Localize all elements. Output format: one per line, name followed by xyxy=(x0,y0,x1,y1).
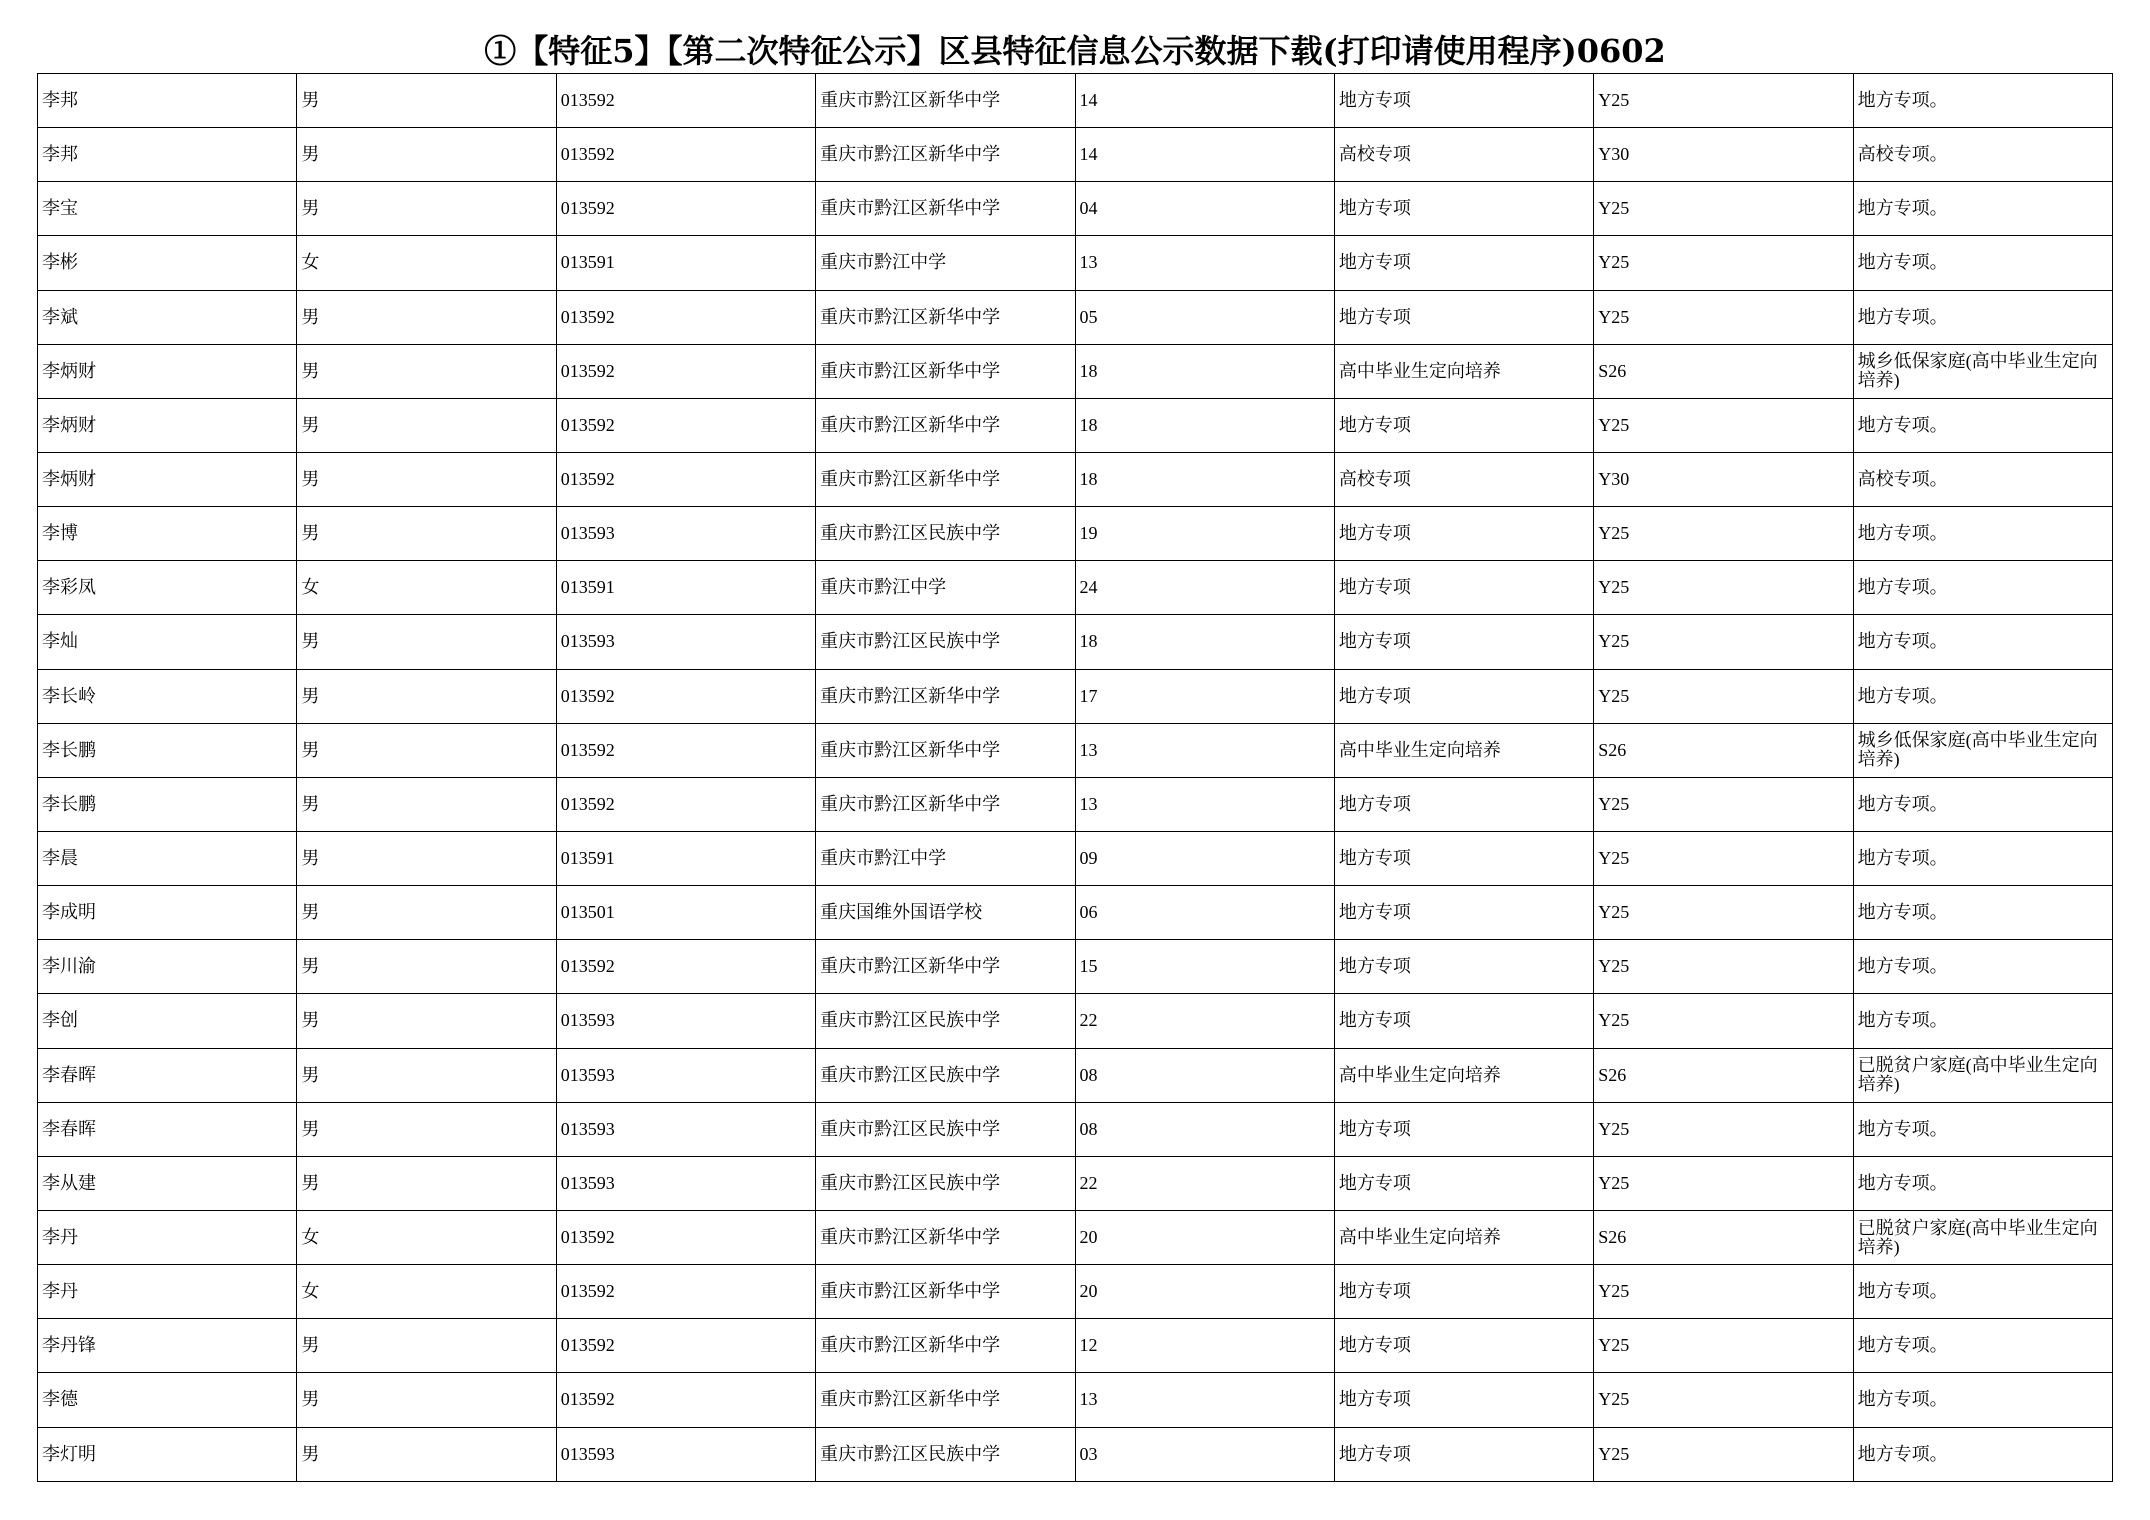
remark-cell: 地方专项。 xyxy=(1853,831,2112,885)
school-name-cell: 重庆市黔江中学 xyxy=(816,561,1075,615)
class-cell: 18 xyxy=(1075,615,1334,669)
school-code-cell: 013592 xyxy=(556,1319,815,1373)
remark-cell: 地方专项。 xyxy=(1853,398,2112,452)
school-code-cell: 013592 xyxy=(556,1265,815,1319)
school-name-cell: 重庆市黔江区民族中学 xyxy=(816,1156,1075,1210)
table-row xyxy=(38,940,2113,994)
school-name-cell: 重庆市黔江区新华中学 xyxy=(816,669,1075,723)
gender-cell: 男 xyxy=(297,128,556,182)
gender-cell: 男 xyxy=(297,398,556,452)
school-code-cell: 013591 xyxy=(556,831,815,885)
program-type-cell: 地方专项 xyxy=(1334,1319,1593,1373)
program-code-cell: Y30 xyxy=(1594,452,1853,506)
school-code-cell: 013592 xyxy=(556,1373,815,1427)
school-name-cell: 重庆市黔江区民族中学 xyxy=(816,994,1075,1048)
program-type-cell: 地方专项 xyxy=(1334,507,1593,561)
program-type-cell: 地方专项 xyxy=(1334,290,1593,344)
gender-cell: 男 xyxy=(297,1102,556,1156)
program-type-cell: 地方专项 xyxy=(1334,886,1593,940)
gender-cell: 男 xyxy=(297,1048,556,1102)
gender-cell: 女 xyxy=(297,236,556,290)
school-code-cell: 013592 xyxy=(556,777,815,831)
school-code-cell: 013593 xyxy=(556,615,815,669)
program-code-cell: Y25 xyxy=(1594,940,1853,994)
gender-cell: 男 xyxy=(297,452,556,506)
data-table xyxy=(37,73,2113,1482)
table-row xyxy=(38,452,2113,506)
table-row xyxy=(38,1319,2113,1373)
program-code-cell: Y25 xyxy=(1594,615,1853,669)
table-row xyxy=(38,1265,2113,1319)
student-name-cell: 李长鹏 xyxy=(38,777,297,831)
school-code-cell: 013592 xyxy=(556,290,815,344)
class-cell: 14 xyxy=(1075,74,1334,128)
class-cell: 12 xyxy=(1075,1319,1334,1373)
school-code-cell: 013592 xyxy=(556,128,815,182)
gender-cell: 男 xyxy=(297,1319,556,1373)
program-type-cell: 高校专项 xyxy=(1334,452,1593,506)
table-row xyxy=(38,1156,2113,1210)
school-name-cell: 重庆市黔江中学 xyxy=(816,831,1075,885)
class-cell: 08 xyxy=(1075,1102,1334,1156)
remark-cell: 地方专项。 xyxy=(1853,886,2112,940)
table-row xyxy=(38,994,2113,1048)
student-name-cell: 李炳财 xyxy=(38,452,297,506)
program-code-cell: S26 xyxy=(1594,1048,1853,1102)
program-type-cell: 地方专项 xyxy=(1334,994,1593,1048)
program-code-cell: Y25 xyxy=(1594,1102,1853,1156)
table-row xyxy=(38,831,2113,885)
student-name-cell: 李春晖 xyxy=(38,1102,297,1156)
remark-cell: 地方专项。 xyxy=(1853,1373,2112,1427)
class-cell: 17 xyxy=(1075,669,1334,723)
gender-cell: 女 xyxy=(297,561,556,615)
table-row xyxy=(38,561,2113,615)
program-code-cell: Y25 xyxy=(1594,1265,1853,1319)
class-cell: 06 xyxy=(1075,886,1334,940)
program-code-cell: Y25 xyxy=(1594,1319,1853,1373)
program-type-cell: 高校专项 xyxy=(1334,128,1593,182)
program-code-cell: Y25 xyxy=(1594,831,1853,885)
program-type-cell: 地方专项 xyxy=(1334,615,1593,669)
table-row xyxy=(38,507,2113,561)
school-code-cell: 013592 xyxy=(556,398,815,452)
remark-cell: 地方专项。 xyxy=(1853,1156,2112,1210)
table-row xyxy=(38,128,2113,182)
gender-cell: 男 xyxy=(297,777,556,831)
gender-cell: 男 xyxy=(297,669,556,723)
student-name-cell: 李创 xyxy=(38,994,297,1048)
gender-cell: 男 xyxy=(297,182,556,236)
class-cell: 08 xyxy=(1075,1048,1334,1102)
class-cell: 19 xyxy=(1075,507,1334,561)
gender-cell: 男 xyxy=(297,1373,556,1427)
class-cell: 18 xyxy=(1075,344,1334,398)
remark-cell: 地方专项。 xyxy=(1853,1427,2112,1481)
school-code-cell: 013591 xyxy=(556,561,815,615)
class-cell: 13 xyxy=(1075,236,1334,290)
school-name-cell: 重庆市黔江区民族中学 xyxy=(816,615,1075,669)
remark-cell: 地方专项。 xyxy=(1853,777,2112,831)
student-name-cell: 李炳财 xyxy=(38,344,297,398)
student-name-cell: 李川渝 xyxy=(38,940,297,994)
program-type-cell: 高中毕业生定向培养 xyxy=(1334,344,1593,398)
table-row xyxy=(38,886,2113,940)
remark-cell: 地方专项。 xyxy=(1853,1319,2112,1373)
class-cell: 13 xyxy=(1075,777,1334,831)
school-code-cell: 013593 xyxy=(556,1048,815,1102)
program-type-cell: 地方专项 xyxy=(1334,831,1593,885)
program-code-cell: S26 xyxy=(1594,723,1853,777)
table-row xyxy=(38,74,2113,128)
program-code-cell: Y25 xyxy=(1594,236,1853,290)
student-name-cell: 李长鹏 xyxy=(38,723,297,777)
remark-cell: 地方专项。 xyxy=(1853,1265,2112,1319)
gender-cell: 男 xyxy=(297,344,556,398)
program-type-cell: 高中毕业生定向培养 xyxy=(1334,1210,1593,1264)
school-name-cell: 重庆市黔江区新华中学 xyxy=(816,940,1075,994)
gender-cell: 男 xyxy=(297,994,556,1048)
school-code-cell: 013592 xyxy=(556,344,815,398)
program-code-cell: Y25 xyxy=(1594,1156,1853,1210)
program-code-cell: Y25 xyxy=(1594,74,1853,128)
student-name-cell: 李邦 xyxy=(38,128,297,182)
gender-cell: 女 xyxy=(297,1210,556,1264)
program-type-cell: 地方专项 xyxy=(1334,398,1593,452)
program-type-cell: 高中毕业生定向培养 xyxy=(1334,1048,1593,1102)
gender-cell: 男 xyxy=(297,1427,556,1481)
remark-cell: 地方专项。 xyxy=(1853,994,2112,1048)
student-name-cell: 李彩凤 xyxy=(38,561,297,615)
table-row xyxy=(38,1427,2113,1481)
gender-cell: 男 xyxy=(297,615,556,669)
table-row xyxy=(38,236,2113,290)
class-cell: 05 xyxy=(1075,290,1334,344)
student-name-cell: 李斌 xyxy=(38,290,297,344)
gender-cell: 男 xyxy=(297,831,556,885)
school-name-cell: 重庆市黔江区民族中学 xyxy=(816,1427,1075,1481)
school-name-cell: 重庆市黔江区新华中学 xyxy=(816,452,1075,506)
class-cell: 13 xyxy=(1075,723,1334,777)
table-row xyxy=(38,723,2113,777)
class-cell: 22 xyxy=(1075,1156,1334,1210)
table-row xyxy=(38,1102,2113,1156)
program-code-cell: Y25 xyxy=(1594,290,1853,344)
program-type-cell: 地方专项 xyxy=(1334,1102,1593,1156)
table-row xyxy=(38,344,2113,398)
school-name-cell: 重庆市黔江区新华中学 xyxy=(816,1210,1075,1264)
school-name-cell: 重庆市黔江区民族中学 xyxy=(816,507,1075,561)
remark-cell: 高校专项。 xyxy=(1853,452,2112,506)
school-code-cell: 013593 xyxy=(556,994,815,1048)
page-title: ①【特征5】【第二次特征公示】区县特征信息公示数据下载(打印请使用程序)0602 xyxy=(484,32,1666,70)
school-code-cell: 013592 xyxy=(556,723,815,777)
school-name-cell: 重庆市黔江区新华中学 xyxy=(816,1265,1075,1319)
gender-cell: 男 xyxy=(297,507,556,561)
table-row xyxy=(38,182,2113,236)
program-type-cell: 地方专项 xyxy=(1334,940,1593,994)
gender-cell: 男 xyxy=(297,940,556,994)
program-code-cell: Y25 xyxy=(1594,182,1853,236)
remark-cell: 地方专项。 xyxy=(1853,1102,2112,1156)
school-name-cell: 重庆市黔江区新华中学 xyxy=(816,128,1075,182)
table-row xyxy=(38,669,2113,723)
remark-cell: 已脱贫户家庭(高中毕业生定向培养) xyxy=(1853,1210,2112,1264)
program-type-cell: 地方专项 xyxy=(1334,74,1593,128)
student-name-cell: 李长岭 xyxy=(38,669,297,723)
program-code-cell: Y25 xyxy=(1594,669,1853,723)
class-cell: 20 xyxy=(1075,1210,1334,1264)
remark-cell: 地方专项。 xyxy=(1853,615,2112,669)
student-name-cell: 李丹 xyxy=(38,1210,297,1264)
school-code-cell: 013593 xyxy=(556,1427,815,1481)
program-type-cell: 地方专项 xyxy=(1334,182,1593,236)
school-code-cell: 013592 xyxy=(556,669,815,723)
student-name-cell: 李丹 xyxy=(38,1265,297,1319)
program-type-cell: 地方专项 xyxy=(1334,669,1593,723)
gender-cell: 男 xyxy=(297,886,556,940)
student-name-cell: 李从建 xyxy=(38,1156,297,1210)
class-cell: 20 xyxy=(1075,1265,1334,1319)
remark-cell: 已脱贫户家庭(高中毕业生定向培养) xyxy=(1853,1048,2112,1102)
class-cell: 03 xyxy=(1075,1427,1334,1481)
class-cell: 24 xyxy=(1075,561,1334,615)
school-code-cell: 013591 xyxy=(556,236,815,290)
program-code-cell: Y25 xyxy=(1594,1373,1853,1427)
remark-cell: 地方专项。 xyxy=(1853,182,2112,236)
remark-cell: 高校专项。 xyxy=(1853,128,2112,182)
program-code-cell: S26 xyxy=(1594,344,1853,398)
table-row xyxy=(38,777,2113,831)
program-code-cell: Y25 xyxy=(1594,777,1853,831)
program-code-cell: Y25 xyxy=(1594,507,1853,561)
remark-cell: 地方专项。 xyxy=(1853,74,2112,128)
gender-cell: 男 xyxy=(297,723,556,777)
gender-cell: 男 xyxy=(297,1156,556,1210)
student-name-cell: 李灿 xyxy=(38,615,297,669)
student-name-cell: 李灯明 xyxy=(38,1427,297,1481)
student-name-cell: 李炳财 xyxy=(38,398,297,452)
table-row xyxy=(38,398,2113,452)
class-cell: 18 xyxy=(1075,398,1334,452)
table-row xyxy=(38,615,2113,669)
school-name-cell: 重庆市黔江区新华中学 xyxy=(816,74,1075,128)
student-name-cell: 李彬 xyxy=(38,236,297,290)
school-code-cell: 013593 xyxy=(556,1102,815,1156)
program-code-cell: S26 xyxy=(1594,1210,1853,1264)
table-row xyxy=(38,1210,2113,1264)
remark-cell: 地方专项。 xyxy=(1853,290,2112,344)
program-type-cell: 地方专项 xyxy=(1334,1156,1593,1210)
school-code-cell: 013592 xyxy=(556,1210,815,1264)
class-cell: 14 xyxy=(1075,128,1334,182)
school-code-cell: 013501 xyxy=(556,886,815,940)
school-code-cell: 013593 xyxy=(556,1156,815,1210)
student-name-cell: 李德 xyxy=(38,1373,297,1427)
class-cell: 18 xyxy=(1075,452,1334,506)
class-cell: 09 xyxy=(1075,831,1334,885)
school-code-cell: 013593 xyxy=(556,507,815,561)
program-type-cell: 地方专项 xyxy=(1334,1265,1593,1319)
table-row xyxy=(38,290,2113,344)
class-cell: 04 xyxy=(1075,182,1334,236)
student-name-cell: 李丹锋 xyxy=(38,1319,297,1373)
class-cell: 22 xyxy=(1075,994,1334,1048)
program-type-cell: 高中毕业生定向培养 xyxy=(1334,723,1593,777)
program-code-cell: Y25 xyxy=(1594,994,1853,1048)
school-name-cell: 重庆市黔江区新华中学 xyxy=(816,1319,1075,1373)
school-name-cell: 重庆市黔江区新华中学 xyxy=(816,1373,1075,1427)
class-cell: 13 xyxy=(1075,1373,1334,1427)
school-name-cell: 重庆市黔江区新华中学 xyxy=(816,398,1075,452)
school-name-cell: 重庆市黔江中学 xyxy=(816,236,1075,290)
class-cell: 15 xyxy=(1075,940,1334,994)
program-code-cell: Y25 xyxy=(1594,398,1853,452)
gender-cell: 女 xyxy=(297,1265,556,1319)
student-name-cell: 李邦 xyxy=(38,74,297,128)
remark-cell: 地方专项。 xyxy=(1853,669,2112,723)
program-type-cell: 地方专项 xyxy=(1334,1427,1593,1481)
school-name-cell: 重庆市黔江区新华中学 xyxy=(816,777,1075,831)
program-code-cell: Y25 xyxy=(1594,886,1853,940)
student-name-cell: 李春晖 xyxy=(38,1048,297,1102)
gender-cell: 男 xyxy=(297,74,556,128)
school-name-cell: 重庆市黔江区民族中学 xyxy=(816,1102,1075,1156)
remark-cell: 地方专项。 xyxy=(1853,507,2112,561)
student-name-cell: 李成明 xyxy=(38,886,297,940)
school-name-cell: 重庆市黔江区新华中学 xyxy=(816,344,1075,398)
remark-cell: 地方专项。 xyxy=(1853,561,2112,615)
gender-cell: 男 xyxy=(297,290,556,344)
school-code-cell: 013592 xyxy=(556,452,815,506)
remark-cell: 城乡低保家庭(高中毕业生定向培养) xyxy=(1853,344,2112,398)
program-code-cell: Y30 xyxy=(1594,128,1853,182)
program-code-cell: Y25 xyxy=(1594,561,1853,615)
remark-cell: 地方专项。 xyxy=(1853,236,2112,290)
remark-cell: 地方专项。 xyxy=(1853,940,2112,994)
school-name-cell: 重庆市黔江区新华中学 xyxy=(816,723,1075,777)
remark-cell: 城乡低保家庭(高中毕业生定向培养) xyxy=(1853,723,2112,777)
program-type-cell: 地方专项 xyxy=(1334,561,1593,615)
table-row xyxy=(38,1048,2113,1102)
school-name-cell: 重庆国维外国语学校 xyxy=(816,886,1075,940)
program-type-cell: 地方专项 xyxy=(1334,777,1593,831)
table-row xyxy=(38,1373,2113,1427)
school-code-cell: 013592 xyxy=(556,74,815,128)
program-type-cell: 地方专项 xyxy=(1334,236,1593,290)
student-name-cell: 李晨 xyxy=(38,831,297,885)
student-name-cell: 李宝 xyxy=(38,182,297,236)
school-name-cell: 重庆市黔江区新华中学 xyxy=(816,290,1075,344)
program-type-cell: 地方专项 xyxy=(1334,1373,1593,1427)
student-name-cell: 李博 xyxy=(38,507,297,561)
school-code-cell: 013592 xyxy=(556,182,815,236)
school-name-cell: 重庆市黔江区民族中学 xyxy=(816,1048,1075,1102)
school-name-cell: 重庆市黔江区新华中学 xyxy=(816,182,1075,236)
program-code-cell: Y25 xyxy=(1594,1427,1853,1481)
school-code-cell: 013592 xyxy=(556,940,815,994)
